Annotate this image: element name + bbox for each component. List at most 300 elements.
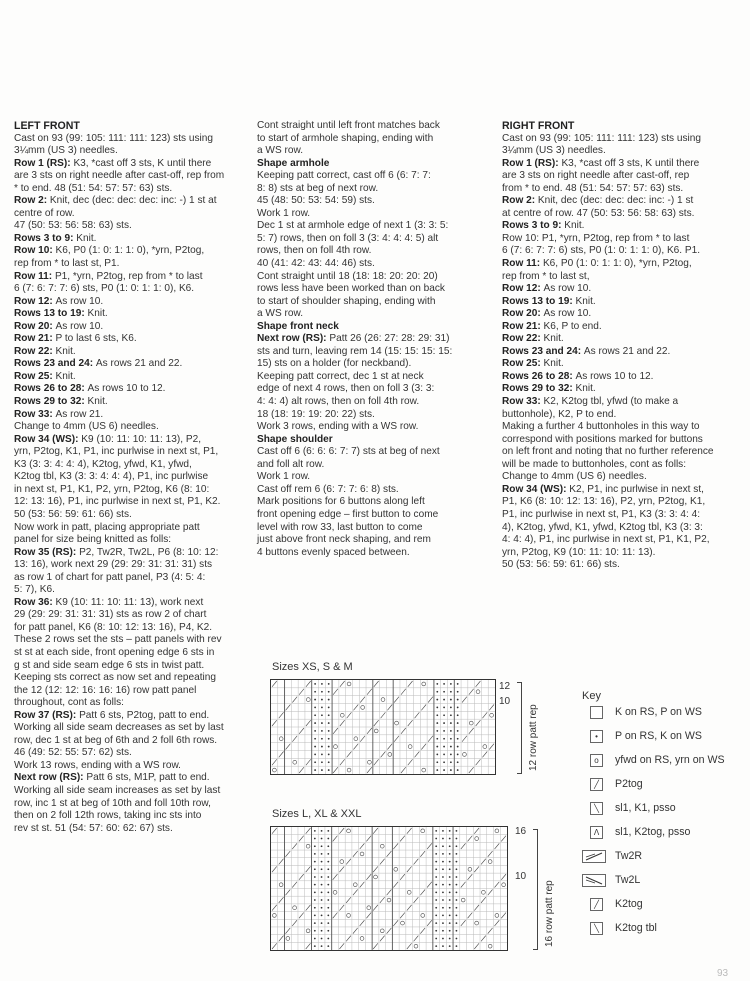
text-line <box>14 484 252 497</box>
instruction-text: rev st st. 51 (54: 57: 60: 62: 67) sts. <box>14 822 173 834</box>
row-label: Row 34 (WS): <box>14 433 82 445</box>
text-line <box>257 446 497 459</box>
text-line <box>14 760 252 773</box>
row-label: Rows 29 to 32: <box>14 396 88 408</box>
text-line <box>14 434 252 447</box>
text-line <box>257 233 497 246</box>
row-label: Row 35 (RS): <box>14 546 80 558</box>
text-line <box>14 346 252 359</box>
row-label: Rows 3 to 9: <box>502 220 565 232</box>
instruction-text: * to end. 48 (51: 54: 57: 57: 63) sts. <box>14 182 173 194</box>
text-line <box>257 271 497 284</box>
text-line <box>14 634 252 647</box>
subheading: Shape armhole <box>257 157 330 169</box>
chart-large-row-top: 16 <box>515 826 527 837</box>
row-label: Rows 23 and 24: <box>14 358 96 370</box>
instruction-text: As row 21. <box>55 408 104 420</box>
text-line <box>257 208 497 221</box>
instruction-text: just above front neck shaping, and rem <box>257 534 431 546</box>
row-label: Rows 23 and 24: <box>502 345 584 357</box>
text-line <box>257 371 497 384</box>
instruction-text: As rows 10 to 12. <box>575 370 654 382</box>
instruction-text: rep from * to last st, P1. <box>14 258 120 270</box>
text-line <box>14 772 252 785</box>
instruction-text: Work 3 rows, ending with a WS row. <box>257 421 419 433</box>
key-item <box>590 800 676 816</box>
text-line <box>257 522 497 535</box>
instruction-text: a WS row. <box>257 145 303 157</box>
yarn-over-icon: o <box>590 754 603 767</box>
instruction-text: panel for size being knitted as folls: <box>14 534 172 546</box>
instruction-text: As rows 21 and 22. <box>95 358 183 370</box>
key-label: Tw2R <box>615 850 643 862</box>
row-label: Row 12: <box>502 283 544 295</box>
instruction-text: 46 (49: 52: 55: 57: 62) sts. <box>14 747 132 759</box>
instruction-text: throughout, cont as folls: <box>14 697 124 709</box>
instruction-text: Row 10: P1, *yrn, P2tog, rep from * to last <box>502 232 690 244</box>
instruction-text: Working all side seam decreases as set by last <box>14 722 224 734</box>
instruction-text: K9 (10: 11: 10: 11: 13), work next <box>55 596 204 608</box>
text-line <box>502 183 738 196</box>
text-line <box>14 471 252 484</box>
text-line <box>257 484 497 497</box>
k2tog-tbl-icon: ╲ <box>590 922 603 935</box>
row-label: Row 34 (WS): <box>502 483 570 495</box>
row-label: Row 21: <box>14 333 56 345</box>
row-label: Row 20: <box>14 320 56 332</box>
text-line <box>14 195 252 208</box>
text-line <box>257 358 497 371</box>
instruction-text: Knit. <box>564 220 585 232</box>
text-line <box>502 509 738 522</box>
instruction-text: yrn, P2tog, K9 (10: 11: 10: 11: 13). <box>502 546 656 558</box>
instruction-text: 47 (50: 53: 56: 58: 63) sts. <box>14 220 132 232</box>
row-label: Rows 3 to 9: <box>14 232 77 244</box>
text-line <box>502 434 738 447</box>
text-line <box>14 647 252 660</box>
instruction-text: Now work in patt, placing appropriate patt <box>14 521 200 533</box>
text-line <box>502 133 738 146</box>
row-label: Row 12: <box>14 295 56 307</box>
instruction-text: 4), K2tog, yfwd, K1, yfwd, K2tog tbl, K3 (3: 3: <box>502 521 703 533</box>
key-label: sl1, K2tog, psso <box>615 826 691 838</box>
text-line <box>14 798 252 811</box>
instruction-text: K3, *cast off 3 sts, K until there <box>561 157 700 169</box>
row-label: Row 22: <box>502 333 544 345</box>
chart-small-brace <box>517 682 522 774</box>
text-line <box>502 346 738 359</box>
instruction-text: Knit, dec (dec: dec: dec: inc: -) 1 st <box>537 195 694 207</box>
instruction-text: Dec 1 st at armhole edge of next 1 (3: 3: 5: <box>257 220 449 232</box>
text-line <box>14 584 252 597</box>
text-line <box>14 383 252 396</box>
chart-small-row-mid: 10 <box>499 696 511 707</box>
instruction-text: Knit. <box>55 345 76 357</box>
instruction-text: sts and turn, leaving rem 14 (15: 15: 15: 15: <box>257 345 453 357</box>
instruction-text: from * to end. 48 (51: 54: 57: 57: 63) sts. <box>502 182 684 194</box>
row-label: Rows 13 to 19: <box>14 308 88 320</box>
instruction-text: Knit. <box>55 370 76 382</box>
text-line <box>257 396 497 409</box>
text-line <box>14 660 252 673</box>
instruction-text: yrn, P2tog, K1, P1, inc purlwise in next st, P1, <box>14 446 219 458</box>
instruction-text: 5: 7), K6. <box>14 584 55 596</box>
instruction-text: in next st, P1, K1, P2, yrn, P2tog, K6 (8: 10: <box>14 483 210 495</box>
instruction-text: buttonhole), K2, P to end. <box>502 408 617 420</box>
subheading: Shape front neck <box>257 320 339 332</box>
text-line <box>257 383 497 396</box>
text-line <box>502 409 738 422</box>
row-label: Rows 26 to 28: <box>14 383 88 395</box>
instruction-text: 3¼mm (US 3) needles. <box>14 145 118 157</box>
row-label: Row 37 (RS): <box>14 709 80 721</box>
key-label: Tw2L <box>615 874 641 886</box>
text-line <box>14 296 252 309</box>
chart-grid-svg <box>271 827 507 950</box>
instruction-text: 13: 16), work next 29 (29: 29: 31: 31: 31) sts <box>14 559 213 571</box>
instruction-text: Making a further 4 buttonholes in this way to <box>502 421 700 433</box>
instruction-text: at centre of row. 47 (50: 53: 56: 58: 63) sts. <box>502 207 695 219</box>
text-line <box>14 208 252 221</box>
text-line <box>502 371 738 384</box>
key-item <box>590 920 657 936</box>
instruction-text: Patt 26 (26: 27: 28: 29: 31) <box>329 333 450 345</box>
instruction-text: Cast on 93 (99: 105: 111: 111: 123) sts using <box>502 132 702 144</box>
right-front-column <box>502 120 738 572</box>
left-front-continued-column <box>257 120 497 559</box>
text-line <box>14 145 252 158</box>
text-line <box>502 233 738 246</box>
chart-large-brace <box>533 829 538 950</box>
text-line <box>257 421 497 434</box>
row-label: Rows 29 to 32: <box>502 383 576 395</box>
instruction-text: 5: 7) rows, then on foll 3 (3: 4: 4: 4: 5) alt <box>257 232 439 244</box>
text-line <box>257 170 497 183</box>
instruction-text: correspond with positions marked for buttons <box>502 433 703 445</box>
chart-large-row-mid: 10 <box>515 871 527 882</box>
text-line <box>257 308 497 321</box>
text-line <box>14 522 252 535</box>
chart-small-grid <box>270 679 496 775</box>
left-front-continued-body <box>257 120 497 559</box>
text-line <box>14 823 252 836</box>
text-line <box>14 183 252 196</box>
instruction-text: g st and side seam edge 6 sts in twist patt. <box>14 659 205 671</box>
instruction-text: are 3 sts on right needle after cast-off, rep from <box>14 170 225 182</box>
key-label: P2tog <box>615 778 643 790</box>
instruction-text: 45 (48: 50: 53: 54: 59) sts. <box>257 195 375 207</box>
instruction-text: Keeping patt correct, cast off 6 (6: 7: 7: <box>257 170 431 182</box>
text-line <box>257 258 497 271</box>
instruction-text: 4 buttons evenly spaced between. <box>257 546 410 558</box>
instruction-text: Mark positions for 6 buttons along left <box>257 496 425 508</box>
row-label: Row 20: <box>502 308 544 320</box>
text-line <box>257 120 497 133</box>
instruction-text: st st at each side, front opening edge 6 sts in <box>14 646 215 658</box>
key-label: K2tog tbl <box>615 922 657 934</box>
text-line <box>502 158 738 171</box>
knit-icon <box>590 706 603 719</box>
text-line <box>257 133 497 146</box>
text-line <box>257 547 497 560</box>
instruction-text: Knit. <box>87 308 108 320</box>
instruction-text: Cast on 93 (99: 105: 111: 111: 123) sts using <box>14 132 214 144</box>
instruction-text: a WS row. <box>257 308 303 320</box>
right-front-heading: RIGHT FRONT <box>502 120 575 132</box>
instruction-text: to start of shoulder shaping, ending with <box>257 295 436 307</box>
text-line <box>257 283 497 296</box>
text-line <box>14 747 252 760</box>
instruction-text: Keeping sts correct as now set and repeating <box>14 672 216 684</box>
instruction-text: 3¼mm (US 3) needles. <box>502 145 606 157</box>
row-label: Next row (RS): <box>257 333 330 345</box>
instruction-text: Patt 6 sts, P2tog, patt to end. <box>79 709 210 721</box>
text-line <box>14 133 252 146</box>
text-line <box>14 421 252 434</box>
text-line <box>14 283 252 296</box>
key-item <box>590 728 702 744</box>
row-label: Row 1 (RS): <box>502 157 562 169</box>
row-label: Row 33: <box>502 396 544 408</box>
instruction-text: Knit. <box>543 333 564 345</box>
key-label: sl1, K1, psso <box>615 802 676 814</box>
k2tog-icon: ╱ <box>590 898 603 911</box>
row-label: Row 11: <box>14 270 55 282</box>
text-line <box>502 496 738 509</box>
text-line <box>14 534 252 547</box>
chart-large-grid <box>270 826 508 951</box>
text-line <box>14 597 252 610</box>
instruction-text: Cast off 6 (6: 6: 6: 7: 7) sts at beg of next <box>257 446 440 458</box>
instruction-text: Cont straight until left front matches back <box>257 120 440 131</box>
text-line <box>14 158 252 171</box>
text-line <box>14 622 252 635</box>
text-line <box>14 559 252 572</box>
text-line <box>14 333 252 346</box>
text-line <box>257 245 497 258</box>
text-line <box>14 810 252 823</box>
text-line <box>502 170 738 183</box>
instruction-text: As row 10. <box>55 295 104 307</box>
row-label: Row 11: <box>502 258 543 270</box>
text-line <box>502 471 738 484</box>
instruction-text: K6, P0 (1: 0: 1: 1: 0), *yrn, P2tog, <box>55 245 205 257</box>
row-label: Row 10: <box>14 245 56 257</box>
instruction-text: Work 1 row. <box>257 207 311 219</box>
instruction-text: Patt 6 sts, M1P, patt to end. <box>86 772 210 784</box>
instruction-text: Knit. <box>87 396 108 408</box>
text-line <box>502 220 738 233</box>
key-item <box>590 776 643 792</box>
subheading: Shape shoulder <box>257 433 333 445</box>
row-label: Next row (RS): <box>14 772 87 784</box>
text-line <box>502 446 738 459</box>
key-item <box>590 704 702 720</box>
text-line <box>257 145 497 158</box>
text-line <box>502 396 738 409</box>
instruction-text: are 3 sts on right needle after cast-off, rep <box>502 170 690 182</box>
text-line <box>502 547 738 560</box>
text-line <box>14 220 252 233</box>
chart-large-rep-label: 16 row patt rep <box>544 880 555 947</box>
row-label: Row 21: <box>502 320 544 332</box>
text-line <box>14 722 252 735</box>
instruction-text: row, dec 1 st at beg of 6th and 2 foll 6th rows. <box>14 734 218 746</box>
text-line <box>502 559 738 572</box>
key-item <box>590 848 642 864</box>
text-line <box>14 170 252 183</box>
text-line <box>14 321 252 334</box>
text-line <box>14 409 252 422</box>
instruction-text: row, inc 1 st at beg of 10th and foll 10th row, <box>14 797 211 809</box>
instruction-text: P1, K6 (8: 10: 12: 13: 16), P2, yrn, P2tog, K1, <box>502 496 706 508</box>
text-line <box>14 509 252 522</box>
instruction-text: K3 (3: 3: 4: 4: 4), K2tog, yfwd, K1, yfwd, <box>14 458 192 470</box>
instruction-text: 18 (18: 19: 19: 20: 22) sts. <box>257 408 375 420</box>
text-line <box>14 308 252 321</box>
text-line <box>14 446 252 459</box>
text-line <box>14 547 252 560</box>
instruction-text: on left front and noting that no further reference <box>502 446 714 458</box>
instruction-text: rows, then on foll 4th row. <box>257 245 372 257</box>
row-label: Row 2: <box>14 195 50 207</box>
text-line <box>502 358 738 371</box>
instruction-text: P1, *yrn, P2tog, rep from * to last <box>54 270 203 282</box>
instruction-text: edge of next 4 rows, then on foll 3 (3: 3: <box>257 383 435 395</box>
instruction-text: Working all side seam increases as set by last <box>14 784 221 796</box>
instruction-text: 12: 13: 16), P1, inc purlwise in next st, P1, K2. <box>14 496 221 508</box>
text-line <box>502 383 738 396</box>
text-line <box>502 208 738 221</box>
instruction-text: Knit, dec (dec: dec: dec: inc: -) 1 st at <box>49 195 217 207</box>
tw2l-icon <box>582 874 606 887</box>
instruction-text: as row 1 of chart for patt panel, P3 (4: 5: 4: <box>14 571 206 583</box>
text-line <box>502 195 738 208</box>
text-line <box>257 409 497 422</box>
instruction-text: Change to 4mm (US 6) needles. <box>14 421 159 433</box>
text-line <box>257 183 497 196</box>
text-line <box>14 459 252 472</box>
chart-grid-svg <box>271 680 495 774</box>
text-line <box>257 220 497 233</box>
text-line <box>502 308 738 321</box>
instruction-text: K6, P to end. <box>543 320 602 332</box>
text-line <box>257 333 497 346</box>
instruction-text: K6, P0 (1: 0: 1: 1: 0), *yrn, P2tog, <box>542 258 692 270</box>
text-line <box>14 233 252 246</box>
text-line <box>257 471 497 484</box>
text-line <box>502 245 738 258</box>
instruction-text: front opening edge – first button to come <box>257 508 439 520</box>
text-line <box>14 735 252 748</box>
row-label: Row 33: <box>14 408 56 420</box>
text-line <box>257 459 497 472</box>
text-line <box>14 245 252 258</box>
instruction-text: Keeping patt correct, dec 1 st at neck <box>257 370 424 382</box>
row-label: Rows 13 to 19: <box>502 295 576 307</box>
instruction-text: Cast off rem 6 (6: 7: 7: 6: 8) sts. <box>257 483 399 495</box>
key-item <box>590 824 690 840</box>
twist-glyph <box>583 875 605 886</box>
instruction-text: As rows 10 to 12. <box>87 383 166 395</box>
instruction-text: P2, Tw2R, Tw2L, P6 (8: 10: 12: <box>79 546 219 558</box>
page-number: 93 <box>717 968 729 979</box>
instruction-text: These 2 rows set the sts – patt panels with rev <box>14 634 222 646</box>
row-label: Row 25: <box>14 370 56 382</box>
chart-small-title: Sizes XS, S & M <box>272 661 353 673</box>
twist-glyph <box>583 851 605 862</box>
key-item <box>590 752 725 768</box>
instruction-text: 50 (53: 56: 59: 61: 66) sts. <box>14 508 132 520</box>
p2tog-icon: ╱ <box>590 778 603 791</box>
text-line <box>502 459 738 472</box>
left-front-heading: LEFT FRONT <box>14 120 80 132</box>
instruction-text: As row 10. <box>543 308 592 320</box>
instruction-text: rows less have been worked than on back <box>257 283 445 295</box>
instruction-text: Knit. <box>575 383 596 395</box>
instruction-text: then on 2 foll 12th rows, taking inc sts into <box>14 810 202 822</box>
text-line <box>14 609 252 622</box>
row-label: Rows 26 to 28: <box>502 370 576 382</box>
text-line <box>14 358 252 371</box>
text-line <box>502 421 738 434</box>
instruction-text: rep from * to last st, <box>502 270 590 282</box>
tw2r-icon <box>582 850 606 863</box>
instruction-text: K2tog tbl, K3 (3: 3: 4: 4: 4), P1, inc purlwise <box>14 471 209 483</box>
instruction-text: P1, inc purlwise in next st, P1, K3 (3: 3: 4: 4: <box>502 508 701 520</box>
text-line <box>257 346 497 359</box>
text-line <box>502 534 738 547</box>
left-front-body <box>14 133 252 836</box>
row-label: Row 25: <box>502 358 544 370</box>
text-line <box>14 496 252 509</box>
instruction-text: 8: 8) sts at beg of next row. <box>257 182 379 194</box>
text-line <box>14 572 252 585</box>
text-line <box>14 396 252 409</box>
text-line <box>257 195 497 208</box>
row-label: Row 2: <box>502 195 538 207</box>
instruction-text: Knit. <box>575 295 596 307</box>
instruction-text: 4: 4: 4), P1, inc purlwise in next st, P1, K1, P2, <box>502 534 710 546</box>
left-front-column <box>14 120 252 835</box>
sk2po-icon: Λ <box>590 826 603 839</box>
text-line <box>502 333 738 346</box>
instruction-text: Knit. <box>76 232 97 244</box>
instruction-text: Cont straight until 18 (18: 18: 20: 20: 20) <box>257 270 438 282</box>
instruction-text: K3, *cast off 3 sts, K until there <box>73 157 212 169</box>
instruction-text: and foll alt row. <box>257 458 325 470</box>
instruction-text: K2, K2tog tbl, yfwd (to make a <box>543 396 679 408</box>
instruction-text: to start of armhole shaping, ending with <box>257 132 434 144</box>
instruction-text: 29 (29: 29: 31: 31: 31) sts as row 2 of chart <box>14 609 207 621</box>
instruction-text: 15) sts on a holder (for neckband). <box>257 358 412 370</box>
text-line <box>502 271 738 284</box>
text-line <box>14 371 252 384</box>
instruction-text: Work 13 rows, ending with a WS row. <box>14 759 181 771</box>
key-label: P on RS, K on WS <box>615 730 702 742</box>
text-line <box>502 296 738 309</box>
instruction-text: As rows 21 and 22. <box>583 345 671 357</box>
text-line <box>14 785 252 798</box>
instruction-text: 40 (41: 42: 43: 44: 46) sts. <box>257 258 375 270</box>
text-line <box>502 321 738 334</box>
instruction-text: 50 (53: 56: 59: 61: 66) sts. <box>502 559 620 571</box>
text-line <box>14 697 252 710</box>
instruction-text: 6 (7: 6: 7: 7: 6) sts, P0 (1: 0: 1: 1: 0), K6. <box>14 283 195 295</box>
text-line <box>502 145 738 158</box>
right-front-body <box>502 133 738 572</box>
instruction-text: P to last 6 sts, K6. <box>55 333 137 345</box>
